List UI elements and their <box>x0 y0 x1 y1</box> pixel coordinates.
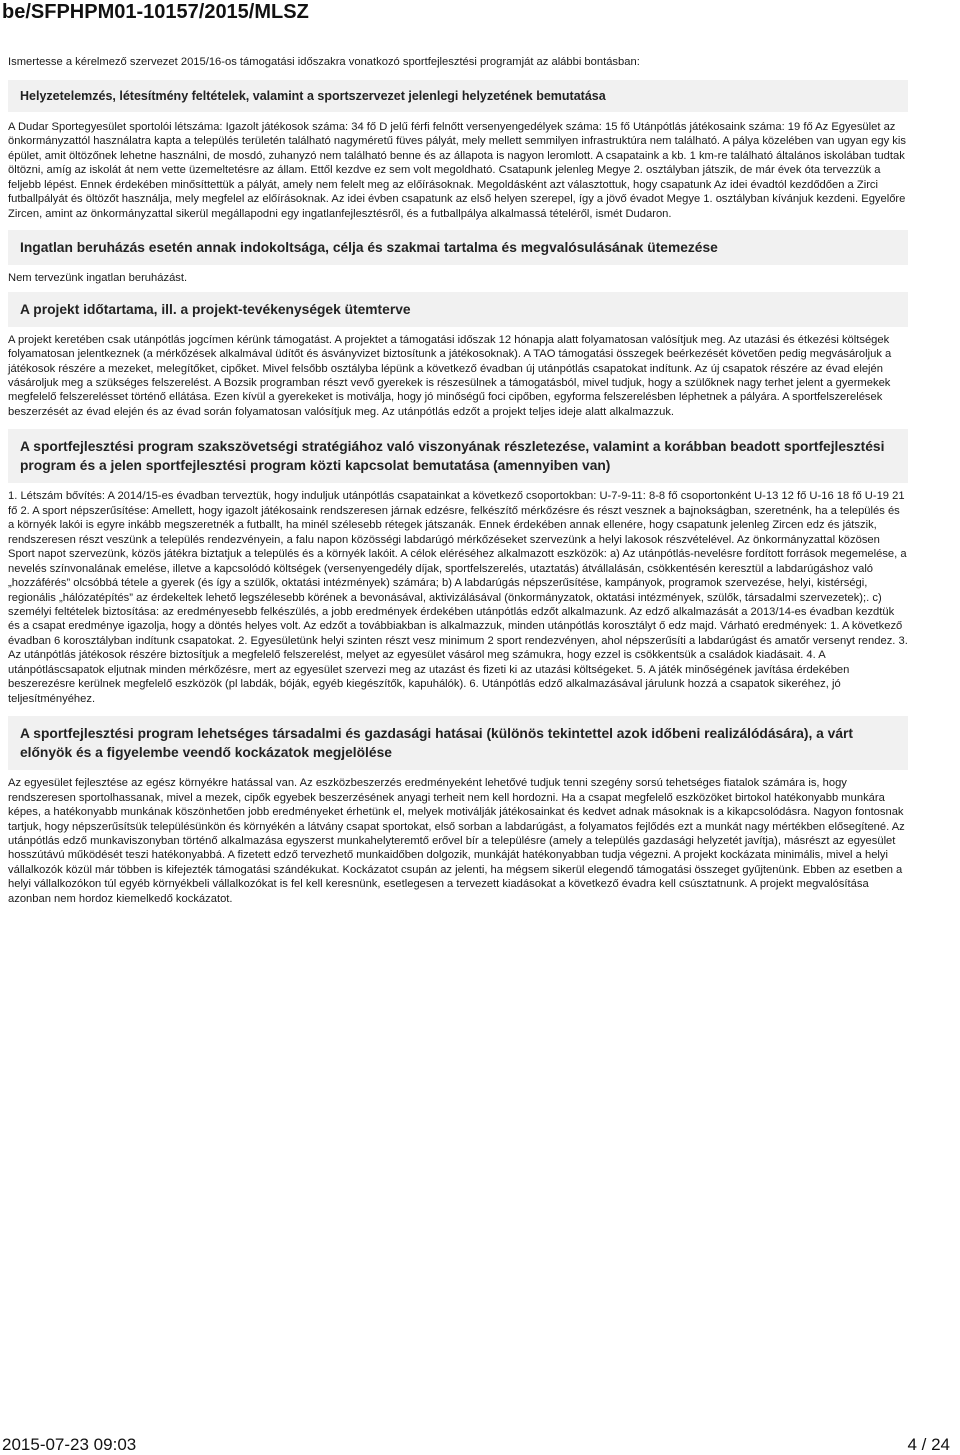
section-heading-duration: A projekt időtartama, ill. a projekt-tevékenységek ütemterve <box>8 292 908 327</box>
section-body-real-estate: Nem tervezünk ingatlan beruházást. <box>8 272 188 285</box>
document-id: be/SFPHPM01-10157/2015/MLSZ <box>2 1 309 23</box>
footer-page-number: 4 / 24 <box>907 1435 950 1454</box>
document-body <box>8 55 908 906</box>
section-heading-real-estate: Ingatlan beruházás esetén annak indokoltsága, célja és szakmai tartalma és megvalósulásának ütemezése <box>8 230 908 265</box>
section-body-strategy: 1. Létszám bővítés: A 2014/15-es évadban terveztük, hogy induljuk utánpótlás csapatainkat a következő csoportokban: U-7-9-11: 8-8 fő csoportonként U-13 12 fő U-16 18 fő U-19 21 fő 2. A sport népszerűsítése: Amellett, hogy igazolt játékosaink rendszeresen járnak edzésre, felkészítő mérkőzésre és részt vesznek a bajnokságban, szeretnénk, ha a település és a környék lakói is egyre inkább megszeretnék a futballt, ha minél szélesebb rétegek játszanák. Ennek érdekében annak ellenére, hogy csapatunk jelenleg Zircen edz és játszik, rendszeresen részt veszünk a település rendezvényein, a falu napon közösségi labdarúgó mérkőzéseket szervezünk a helyi lakosok részvételével. Az önkormányzattal közösen Sport napot szervezünk, közös játékra biztatjuk a település és a környék lakóit. A célok eléréséhez alkalmazott eszközök: a) Az utánpótlás-nevelésre fordított források megemelése, a nevelés színvonalának emelése, illetve a kapcsolódó költségek (versenyengedély díjak, sportfelszerelés, utaztatás) átvállalásán, csökkentésén keresztül a labdarúgáshoz való „hozzáférés” olcsóbbá tétele a gyerek (és így a szülők, oktatási intézmények) számára; b) A labdarúgás népszerűsítése, kampányok, programok szervezése, helyi, kistérségi, regionális „hálózatépítés” az érdekeltek lehető legszélesebb körének a bevonásával, aktivizálásával (önkormányzatok, oktatási intézmények, szülők, társadalmi szervezetek);. c) személyi feltételek biztosítása: az eredményesebb felkészülés, a jobb eredmények érdekében utánpótlás edzőt alkalmazunk. Az edző alkalmazását a 2013/14-es évadban kezdtük és a csapat eredménye igazolja, hogy a döntés helyes volt. Az edzőt a továbbiakban is alkalmazzuk, minden utánpótlás korosztályt ő edz majd. Várható eredmények: 1. A következő évadban 6 korosztályban indítunk csapatokat. 2. Egyesületünk helyi szinten részt vesz minimum 2 sport rendezvényen, ahol népszerűsíti a labdarúgást és amatőr versenyt rendez. 3. Az utánpótlás játékosok részére biztosítjuk a megfelelő felszerelést, melyet az egyesület vásárol meg számukra, hogy ezzel is csökkentsük a családok kiadásait. 4. A utánpótláscsapatok eljutnak minden mérkőzésre, mert az egyesület szervezi meg az utazást és fizeti ki az utazási költségeket. 5. A játék minőségének javítása érdekében beszerezésre kerülnek megfelelő eszközök (pl labdák, bóják, egyéb kiegészítők, kapuhálók). 6. Utánpótlás edző alkalmazásával járulunk hozzá a csapatok sikeréhez, jó teljesítményéhez. <box>8 490 908 705</box>
section-heading-strategy: A sportfejlesztési program szakszövetségi stratégiához való viszonyának részletezése, valamint a korábban beadott sportfejlesztési program és a jelen sportfejlesztési program közti kapcsolat bemutatása (amennyiben van) <box>8 429 908 483</box>
footer-date: 2015-07-23 09:03 <box>2 1435 137 1454</box>
section-heading-situation: Helyzetelemzés, létesítmény feltételek, valamint a sportszervezet jelenlegi helyzetének bemutatása <box>8 80 908 112</box>
section-heading-impacts: A sportfejlesztési program lehetséges társadalmi és gazdasági hatásai (különös tekintettel azok időbeni realizálódására), a várt előnyök és a figyelembe veendő kockázatok megjelölése <box>8 716 908 770</box>
intro-text: Ismertesse a kérelmező szervezet 2015/16-os támogatási időszakra vonatkozó sportfejlesztési programját az alábbi bontásban: <box>8 56 640 68</box>
section-body-duration: A projekt keretében csak utánpótlás jogcímen kérünk támogatást. A projektet a támogatási időszak 12 hónapja alatt folyamatosan valósítjuk meg. Az utazási és étkezési költségek folyamatosan jelentkeznek (a mérkőzések alkalmával üdítőt és ásványvizet biztosítunk a játékosoknak). A TAO támogatási összegek beérkezését követően pedig megvásároljuk a játékosok részére a mezeket, melegítőket, cipőket. Mivel felsőbb osztályba lépünk a következő évadban új utánpótlás csapatokat indítunk. Az új csapatok részére az évad elején vásároljuk meg a szükséges felszerelést. A Bozsik programban részt vevő gyerekek is részesülnek a támogatásból, mivel tudjuk, hogy a szülőknek nagy terhet jelent a gyermekek megfelelő felszerelésset történő ellátása. Ezen kívül a gyerekeket is motiválja, hogy jó minőségű foci cipőben, egyforma felszerelésben léphetnek a pályára. A sportfelszerelések beszerzését az évad elején és az évad során folyamatosan valósítjuk meg. Az utánpótlás edzőt a projekt teljes ideje alatt alkalmazzuk. <box>8 333 892 418</box>
section-body-situation: A Dudar Sportegyesület sportolói létszáma: Igazolt játékosok száma: 34 fő D jelű férfi felnőtt versenyengedélyek száma: 15 fő Utánpótlás játékosaink száma: 19 fő Az Egyesület az önkormányzattól használatra kapta a település területén található nagyméretű füves pályát, mely mellett semmilyen infrastruktúra nem található. A pálya közelében van ugyan egy kis épület, amit öltözőnek lehetne használni, de mosdó, zuhanyzó nem található benne és az állapota is nagyon leromlott. A csapataink a kb. 1 km-re található általános iskolában tudtak öltözni, amíg az iskolát át nem vette üzemeltetésre az állam. Ettől kezdve ez sem volt megoldható. Csatapunk jelenleg Megye 2. osztályban játszik, de már évek óta tervezzük a feljebb lépést. Ennek érdekében minősíttettük a pályát, amely nem felelt meg az előírásoknak. Megoldásként azt választottuk, hogy csapatunk Az idei évadtól kezdődően a Zirci futballpályát és öltözőt használja, mely megfelel az előírásoknak. Az idei évben csapatunk az első helyen szerepel, így a jövő évadot Megye 1. osztályban kívánjuk kezdeni. Egyelőre Zircen, amint az önkormányzattal sikerül megállapodni egy ingatlanfejlesztésről, és a futballpálya alkalmassá tételéről, ismét Dudaron. <box>8 121 906 220</box>
section-body-impacts: Az egyesület fejlesztése az egész környékre hatással van. Az eszközbeszerzés eredményeként lehetővé tudjuk tenni szegény sorsú tehetséges fiatalok számára is, hogy rendszeresen sportolhassanak, mivel a mezek, cipők egyebek beszerzésének anyagi terheit nem kell hordozni. Ha a csapat megfelelő eszközöket birtokol hatékonyabb munkára képes, a hatékonyabb munkának köszönhetően jobb eredményeket érhetünk el, melyek motiválják játékosainkat és kedvet adnak másoknak is a kikapcsolódásra. Nagyon fontosnak tartjuk, hogy népszerűsítsük településünkön és környékén a látvány csapat sportokat, első sorban a labdarúgást, a folyamatos fejlődés ezt a munkát nagy mértékben elősegítené. Az utánpótlás edző munkaviszonyban történő alkalmazása egyszerst munkahelyteremtő erővel bír a településre (amely a település gazdasági helyzetét javítja), másrészt az egyesület hosszútávú működését teszi hatékonyabbá. A fizetett edző tervezhető munkaidőben dolgozik, munkáját hatékonyabban tudja végezni. A projekt kockázata minimális, mivel a helyi vállalkozók közül már többen is kifejezték támogatási szándékukat. Kockázatot csupán az jelenti, ha mégsem sikerül elegendő támogatási összeget gyűjtenünk. Ebben az esetben a helyi vállalkozókon túl egyéb környékbeli vállalkozókat is fel kell keresnünk, esetlegesen a tervezett kiadásokat a következő évadra kell csúsztatnunk. A projekt megvalósítása azonban nem hordoz kiemelkedő kockázatot. <box>8 777 905 905</box>
